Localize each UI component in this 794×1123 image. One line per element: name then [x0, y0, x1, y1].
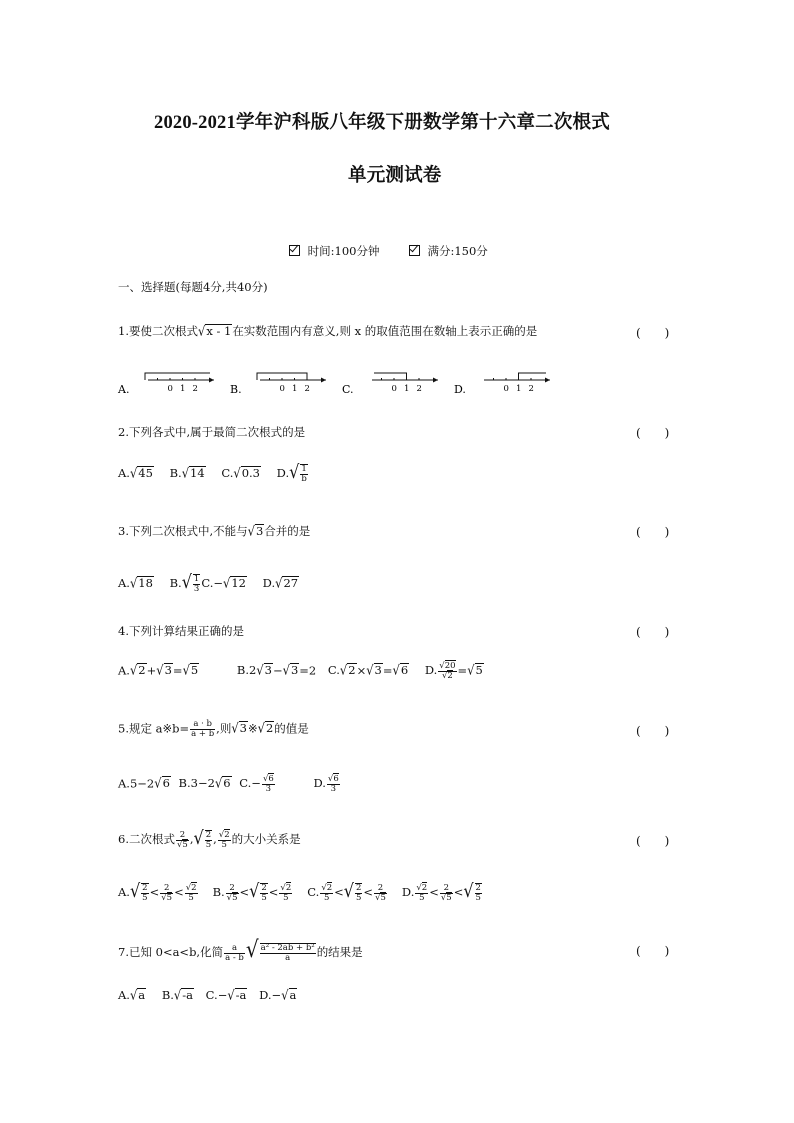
tick-label: 0	[503, 384, 509, 394]
option-label: B.	[230, 383, 242, 396]
exam-score: 满分:150分	[427, 244, 488, 258]
option-label: A.	[118, 383, 130, 396]
question-6-options: A.√ $\frac{2}{5}$ < $\frac{2}{√5}$ < $\frac{√2}{5}$ B. $\frac{2}{√5}$ <√ $\frac{2}{5}$ < $\frac{√2}{5}$ C. $\frac{√2}{5}$ <√ $\frac{2}{5}$ < $\frac{2}{√5}$ D. $\frac{√2}{5}$ < $\frac{2}{√5}$ <√ $\frac{2}{5}$	[118, 879, 481, 903]
question-4-options: A.√2+√3=√5 B.2√3−√3=2 C.√2×√3=√6 D. $\frac{√20}{√2}$ =√5	[118, 661, 483, 681]
tick-label: 0	[391, 384, 397, 394]
arrow-icon	[209, 378, 214, 383]
solution-range	[519, 373, 547, 380]
question-2-stem: 2.下列各式中,属于最简二次根式的是	[118, 425, 306, 439]
tick-label: 1	[180, 384, 186, 394]
answer-blank: ( )	[636, 525, 670, 539]
answer-blank: ( )	[636, 326, 670, 340]
tick-label: 2	[416, 384, 422, 394]
tick-label: 1	[292, 384, 298, 394]
tick-label: 0	[279, 384, 285, 394]
arrow-icon	[545, 378, 550, 383]
tick-label: 2	[192, 384, 198, 394]
option-label: C.	[342, 383, 354, 396]
tick-label: 0	[167, 384, 173, 394]
tick-label: 1	[404, 384, 410, 394]
question-3-options: A.√18 B.√ $\frac{1}{3}$ C.−√12 D.√27	[118, 570, 299, 594]
checkbox-icon	[409, 245, 420, 256]
answer-blank: ( )	[636, 834, 670, 848]
question-7-options: A.√a B.√-a C.−√-a D.−√a	[118, 986, 297, 1004]
title-line-1: 2020-2021学年沪科版八年级下册数学第十六章二次根式	[154, 113, 610, 133]
exam-time: 时间:100分钟	[307, 244, 380, 258]
option-label: D.	[454, 383, 466, 396]
answer-blank: ( )	[636, 426, 670, 440]
tick-label: 1	[516, 384, 522, 394]
question-4-stem: 4.下列计算结果正确的是	[118, 624, 244, 638]
answer-blank: ( )	[636, 625, 670, 639]
sqrt-sign: √	[197, 322, 206, 340]
tick-label: 2	[528, 384, 534, 394]
question-5-options: A.5−2√6 B.3−2√6 C.− $\frac{√6}{3}$ D. $\frac{√6}{3}$	[118, 774, 339, 794]
question-7-stem: 7.已知 0<a<b,化简 $\frac{a}{a - b}$ √ $\frac{\text{a² - 2ab + b²}}{a}$ 的结果是	[118, 935, 363, 963]
question-3-stem: 3.下列二次根式中,不能与√3合并的是	[118, 522, 311, 540]
solution-range	[374, 373, 407, 380]
arrow-icon	[433, 378, 438, 383]
exam-meta	[289, 243, 488, 259]
arrow-icon	[321, 378, 326, 383]
question-5-stem: 5.规定 a※b= $\frac{a \cdot b}{a + b}$ ,则√3※√2的值是	[118, 719, 309, 739]
answer-blank: ( )	[636, 724, 670, 738]
answer-blank: ( )	[636, 944, 670, 958]
question-1-options	[116, 368, 576, 398]
question-1-stem: 1.要使二次根式√x - 1在实数范围内有意义,则 x 的取值范围在数轴上表示正确的是	[118, 322, 538, 340]
checkbox-icon	[289, 245, 300, 256]
question-6-stem: 6.二次根式 $\frac{2}{√5}$ ,√ $\frac{2}{5}$ , $\frac{√2}{5}$ 的大小关系是	[118, 826, 301, 850]
title-line-2: 单元测试卷	[348, 166, 442, 186]
question-2-options: A.√45 B.√14 C.√0.3 D.√ $\frac{1}{b}$	[118, 460, 307, 484]
solution-range	[145, 373, 210, 380]
tick-label: 2	[304, 384, 310, 394]
section-heading: 一、选择题(每题4分,共40分)	[118, 280, 268, 294]
